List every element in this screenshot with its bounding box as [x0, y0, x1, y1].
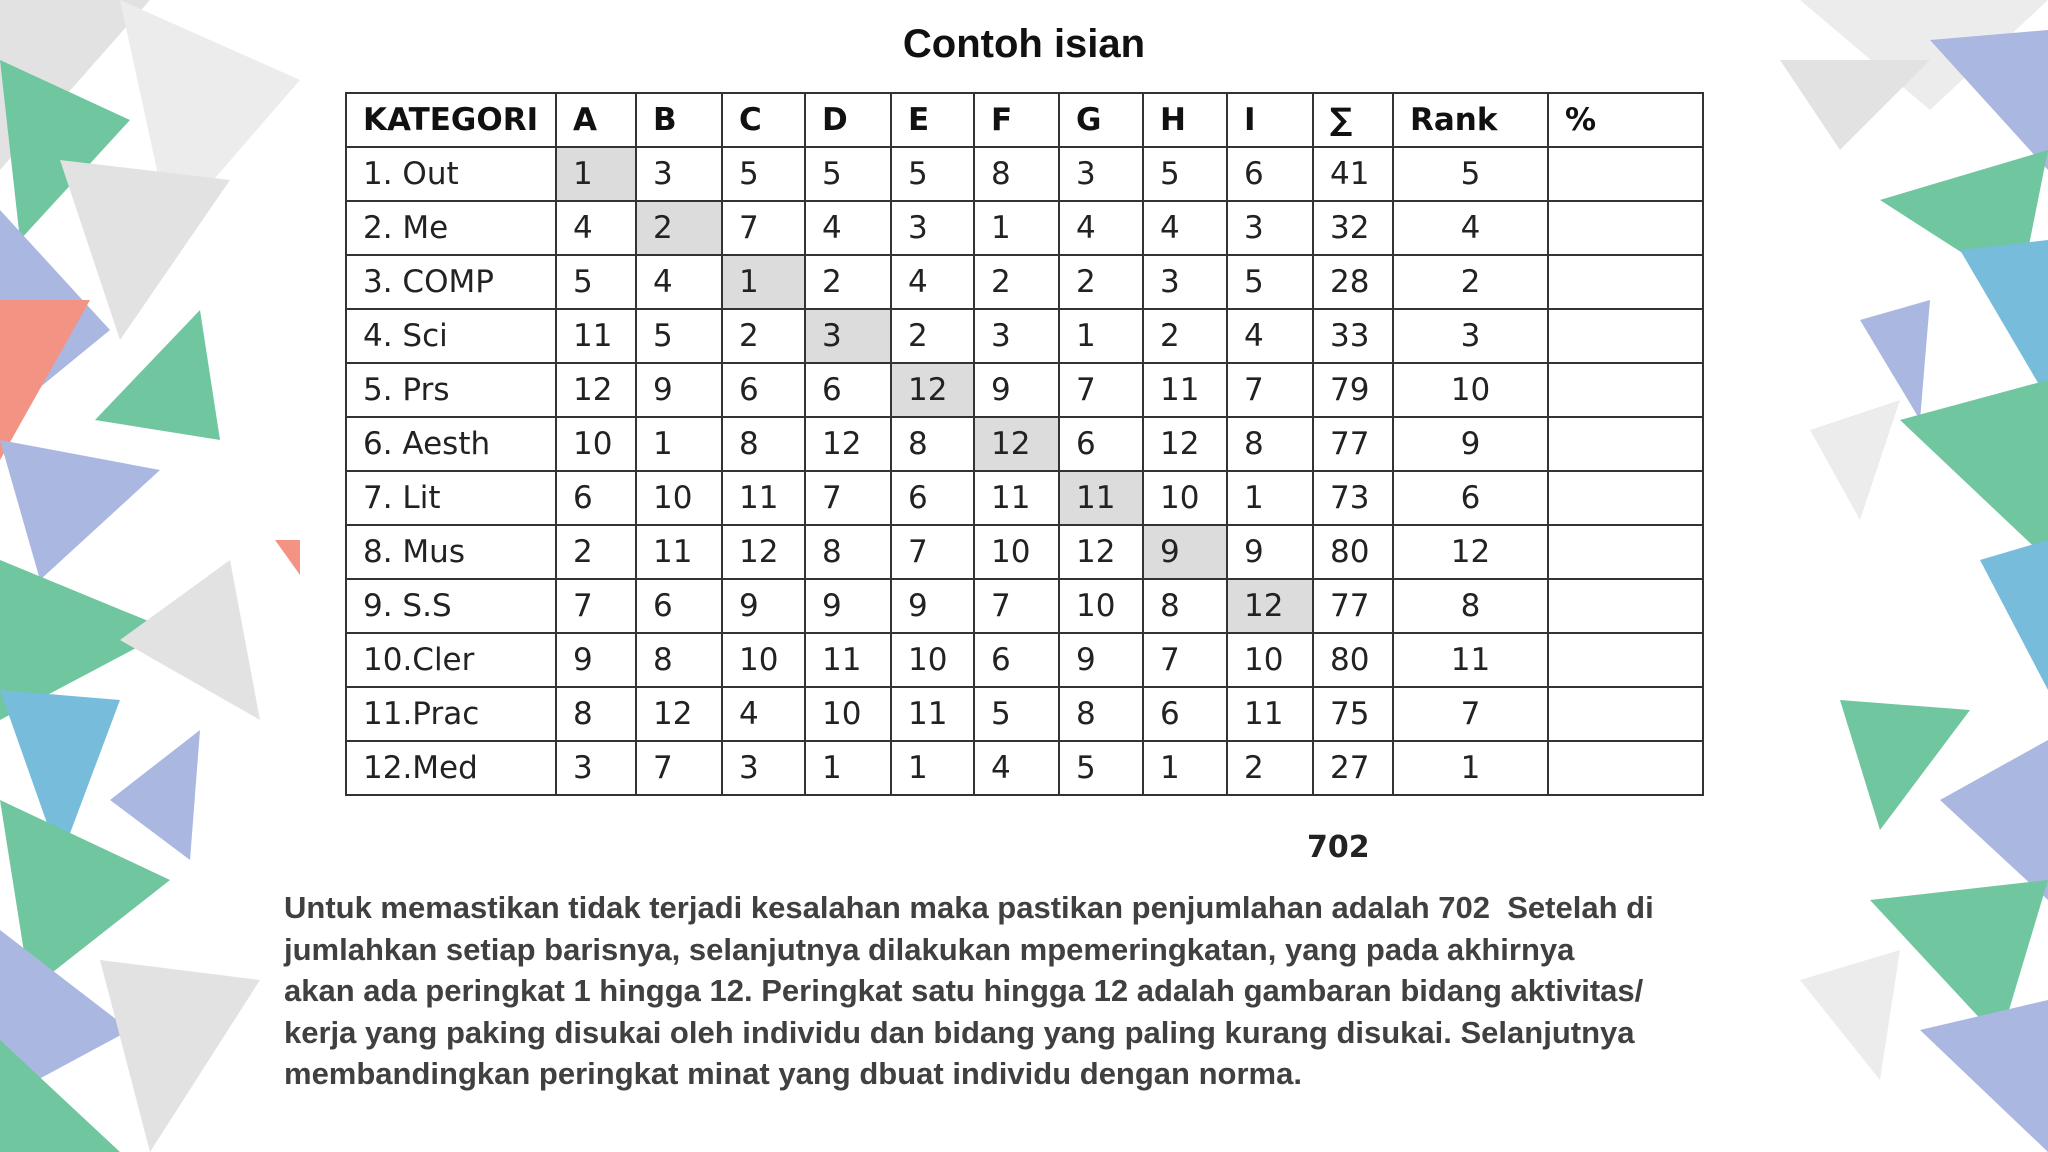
sum-cell: 32 — [1313, 201, 1393, 255]
score-cell: 3 — [805, 309, 891, 363]
sum-cell: 28 — [1313, 255, 1393, 309]
score-cell: 10 — [1227, 633, 1313, 687]
score-cell: 12 — [891, 363, 974, 417]
column-header: ∑ — [1313, 93, 1393, 147]
sum-cell: 80 — [1313, 633, 1393, 687]
score-cell: 1 — [974, 201, 1059, 255]
score-cell: 5 — [636, 309, 722, 363]
score-cell: 11 — [722, 471, 805, 525]
decor-triangle — [1980, 540, 2048, 690]
decor-triangle — [1810, 400, 1900, 520]
rank-cell: 1 — [1393, 741, 1548, 795]
rank-cell: 5 — [1393, 147, 1548, 201]
score-cell: 7 — [556, 579, 636, 633]
score-cell: 8 — [556, 687, 636, 741]
score-cell: 1 — [805, 741, 891, 795]
category-cell: 2. Me — [346, 201, 556, 255]
score-cell: 8 — [805, 525, 891, 579]
score-cell: 4 — [722, 687, 805, 741]
table-row — [346, 417, 1703, 471]
percent-cell — [1548, 147, 1703, 201]
table-body — [346, 147, 1703, 795]
score-cell: 8 — [1059, 687, 1143, 741]
category-cell: 9. S.S — [346, 579, 556, 633]
score-cell: 5 — [1227, 255, 1313, 309]
column-header: I — [1227, 93, 1313, 147]
score-cell: 2 — [805, 255, 891, 309]
column-header: B — [636, 93, 722, 147]
decor-triangle — [1800, 950, 1900, 1080]
table-row — [346, 255, 1703, 309]
score-cell: 12 — [805, 417, 891, 471]
sum-cell: 73 — [1313, 471, 1393, 525]
paragraph-line: kerja yang paking disukai oleh individu dan bidang yang paling kurang disukai. Selanjutnya — [284, 1014, 1635, 1050]
score-cell: 2 — [1227, 741, 1313, 795]
score-cell: 8 — [1227, 417, 1313, 471]
score-cell: 12 — [556, 363, 636, 417]
table-row — [346, 687, 1703, 741]
rank-cell: 10 — [1393, 363, 1548, 417]
category-cell: 8. Mus — [346, 525, 556, 579]
table-row — [346, 525, 1703, 579]
score-cell: 1 — [1227, 471, 1313, 525]
decor-triangle — [1920, 1000, 2048, 1152]
score-cell: 9 — [891, 579, 974, 633]
grand-total: 702 — [1307, 830, 1370, 865]
score-cell: 6 — [1227, 147, 1313, 201]
score-cell: 2 — [1143, 309, 1227, 363]
decor-triangle — [1960, 240, 2048, 400]
score-cell: 5 — [1143, 147, 1227, 201]
rank-cell: 9 — [1393, 417, 1548, 471]
score-cell: 5 — [722, 147, 805, 201]
column-header: G — [1059, 93, 1143, 147]
decor-triangle — [120, 560, 260, 720]
sum-cell: 77 — [1313, 579, 1393, 633]
score-cell: 5 — [805, 147, 891, 201]
category-cell: 1. Out — [346, 147, 556, 201]
score-cell: 10 — [891, 633, 974, 687]
table-row — [346, 363, 1703, 417]
score-cell: 10 — [556, 417, 636, 471]
score-cell: 6 — [722, 363, 805, 417]
score-cell: 3 — [1059, 147, 1143, 201]
table-row — [346, 471, 1703, 525]
score-cell: 2 — [1059, 255, 1143, 309]
score-cell: 4 — [1059, 201, 1143, 255]
rank-cell: 12 — [1393, 525, 1548, 579]
score-cell: 9 — [556, 633, 636, 687]
table-row — [346, 633, 1703, 687]
score-cell: 8 — [891, 417, 974, 471]
score-cell: 11 — [805, 633, 891, 687]
slide-title: Contoh isian — [902, 22, 1146, 66]
score-cell: 5 — [1059, 741, 1143, 795]
score-cell: 3 — [974, 309, 1059, 363]
score-cell: 4 — [556, 201, 636, 255]
score-cell: 12 — [1143, 417, 1227, 471]
decor-triangle — [1900, 380, 2048, 560]
score-cell: 5 — [974, 687, 1059, 741]
score-cell: 7 — [805, 471, 891, 525]
score-cell: 6 — [1059, 417, 1143, 471]
score-cell: 8 — [636, 633, 722, 687]
score-cell: 11 — [974, 471, 1059, 525]
score-cell: 6 — [556, 471, 636, 525]
score-cell: 1 — [722, 255, 805, 309]
score-cell: 7 — [1059, 363, 1143, 417]
score-cell: 6 — [891, 471, 974, 525]
score-cell: 10 — [722, 633, 805, 687]
score-cell: 4 — [891, 255, 974, 309]
table-row — [346, 201, 1703, 255]
score-cell: 6 — [636, 579, 722, 633]
score-cell: 3 — [1143, 255, 1227, 309]
decor-triangle — [0, 440, 160, 580]
score-cell: 4 — [805, 201, 891, 255]
rank-cell: 2 — [1393, 255, 1548, 309]
score-cell: 7 — [974, 579, 1059, 633]
score-cell: 1 — [1143, 741, 1227, 795]
percent-cell — [1548, 417, 1703, 471]
paragraph-line: membandingkan peringkat minat yang dbuat individu dengan norma. — [284, 1056, 1302, 1091]
decor-triangle — [1780, 60, 1930, 150]
sum-cell: 75 — [1313, 687, 1393, 741]
percent-cell — [1548, 309, 1703, 363]
score-cell: 9 — [805, 579, 891, 633]
percent-cell — [1548, 525, 1703, 579]
category-cell: 6. Aesth — [346, 417, 556, 471]
column-header: F — [974, 93, 1059, 147]
score-cell: 4 — [636, 255, 722, 309]
score-cell: 3 — [1227, 201, 1313, 255]
score-cell: 1 — [556, 147, 636, 201]
category-cell: 3. COMP — [346, 255, 556, 309]
category-cell: 11.Prac — [346, 687, 556, 741]
percent-cell — [1548, 201, 1703, 255]
score-table — [345, 92, 1704, 796]
score-cell: 3 — [556, 741, 636, 795]
category-cell: 12.Med — [346, 741, 556, 795]
category-cell: 7. Lit — [346, 471, 556, 525]
score-cell: 6 — [1143, 687, 1227, 741]
score-cell: 12 — [974, 417, 1059, 471]
decor-triangle — [275, 540, 300, 575]
table-header-row — [346, 93, 1703, 147]
table-row — [346, 741, 1703, 795]
score-cell: 12 — [722, 525, 805, 579]
score-cell: 4 — [1143, 201, 1227, 255]
sum-cell: 80 — [1313, 525, 1393, 579]
sum-cell: 27 — [1313, 741, 1393, 795]
rank-cell: 3 — [1393, 309, 1548, 363]
score-cell: 10 — [1143, 471, 1227, 525]
column-header: % — [1548, 93, 1703, 147]
score-cell: 7 — [891, 525, 974, 579]
score-cell: 8 — [974, 147, 1059, 201]
score-cell: 11 — [1143, 363, 1227, 417]
score-cell: 4 — [1227, 309, 1313, 363]
sum-cell: 79 — [1313, 363, 1393, 417]
decor-triangle — [110, 730, 200, 860]
score-cell: 11 — [556, 309, 636, 363]
score-cell: 7 — [636, 741, 722, 795]
score-cell: 3 — [891, 201, 974, 255]
decor-triangle — [1940, 740, 2048, 900]
column-header: D — [805, 93, 891, 147]
score-cell: 6 — [805, 363, 891, 417]
score-cell: 10 — [636, 471, 722, 525]
table-row — [346, 309, 1703, 363]
decor-triangle — [1840, 700, 1970, 830]
table-row — [346, 579, 1703, 633]
score-cell: 6 — [974, 633, 1059, 687]
sum-cell: 33 — [1313, 309, 1393, 363]
decor-triangle — [0, 300, 90, 460]
paragraph-line: Untuk memastikan tidak terjadi kesalahan maka pastikan penjumlahan adalah 702 Setelah di — [284, 890, 1654, 925]
rank-cell: 6 — [1393, 471, 1548, 525]
column-header: Rank — [1393, 93, 1548, 147]
score-cell: 10 — [974, 525, 1059, 579]
sum-cell: 77 — [1313, 417, 1393, 471]
score-cell: 8 — [722, 417, 805, 471]
score-cell: 1 — [1059, 309, 1143, 363]
score-cell: 2 — [636, 201, 722, 255]
score-cell: 12 — [1059, 525, 1143, 579]
score-cell: 11 — [1059, 471, 1143, 525]
score-cell: 11 — [891, 687, 974, 741]
score-cell: 7 — [1227, 363, 1313, 417]
score-cell: 9 — [1059, 633, 1143, 687]
column-header: A — [556, 93, 636, 147]
decor-triangle — [100, 960, 260, 1152]
rank-cell: 7 — [1393, 687, 1548, 741]
percent-cell — [1548, 471, 1703, 525]
category-cell: 10.Cler — [346, 633, 556, 687]
score-cell: 8 — [1143, 579, 1227, 633]
paragraph-line: akan ada peringkat 1 hingga 12. Peringkat satu hingga 12 adalah gambaran bidang aktivitas/ — [284, 973, 1644, 1008]
score-cell: 12 — [1227, 579, 1313, 633]
explanation-paragraph — [284, 887, 1804, 1095]
sum-cell: 41 — [1313, 147, 1393, 201]
score-cell: 11 — [1227, 687, 1313, 741]
score-cell: 10 — [805, 687, 891, 741]
score-cell: 2 — [722, 309, 805, 363]
score-cell: 2 — [974, 255, 1059, 309]
percent-cell — [1548, 363, 1703, 417]
rank-cell: 8 — [1393, 579, 1548, 633]
percent-cell — [1548, 633, 1703, 687]
percent-cell — [1548, 579, 1703, 633]
score-cell: 12 — [636, 687, 722, 741]
score-cell: 2 — [891, 309, 974, 363]
column-header: E — [891, 93, 974, 147]
score-cell: 3 — [636, 147, 722, 201]
score-cell: 9 — [974, 363, 1059, 417]
category-cell: 5. Prs — [346, 363, 556, 417]
percent-cell — [1548, 255, 1703, 309]
score-cell: 9 — [1227, 525, 1313, 579]
category-cell: 4. Sci — [346, 309, 556, 363]
column-header: H — [1143, 93, 1227, 147]
score-cell: 11 — [636, 525, 722, 579]
score-cell: 3 — [722, 741, 805, 795]
column-header: KATEGORI — [346, 93, 556, 147]
score-cell: 9 — [1143, 525, 1227, 579]
score-cell: 7 — [1143, 633, 1227, 687]
score-cell: 4 — [974, 741, 1059, 795]
score-cell: 9 — [722, 579, 805, 633]
percent-cell — [1548, 687, 1703, 741]
rank-cell: 11 — [1393, 633, 1548, 687]
score-cell: 1 — [636, 417, 722, 471]
score-cell: 5 — [891, 147, 974, 201]
score-cell: 1 — [891, 741, 974, 795]
score-cell: 10 — [1059, 579, 1143, 633]
score-cell: 9 — [636, 363, 722, 417]
rank-cell: 4 — [1393, 201, 1548, 255]
table-row — [346, 147, 1703, 201]
paragraph-line: jumlahkan setiap barisnya, selanjutnya dilakukan mpemeringkatan, yang pada akhirnya — [284, 931, 1575, 967]
score-cell: 5 — [556, 255, 636, 309]
decor-triangle — [95, 310, 220, 440]
score-cell: 7 — [722, 201, 805, 255]
score-cell: 2 — [556, 525, 636, 579]
column-header: C — [722, 93, 805, 147]
percent-cell — [1548, 741, 1703, 795]
